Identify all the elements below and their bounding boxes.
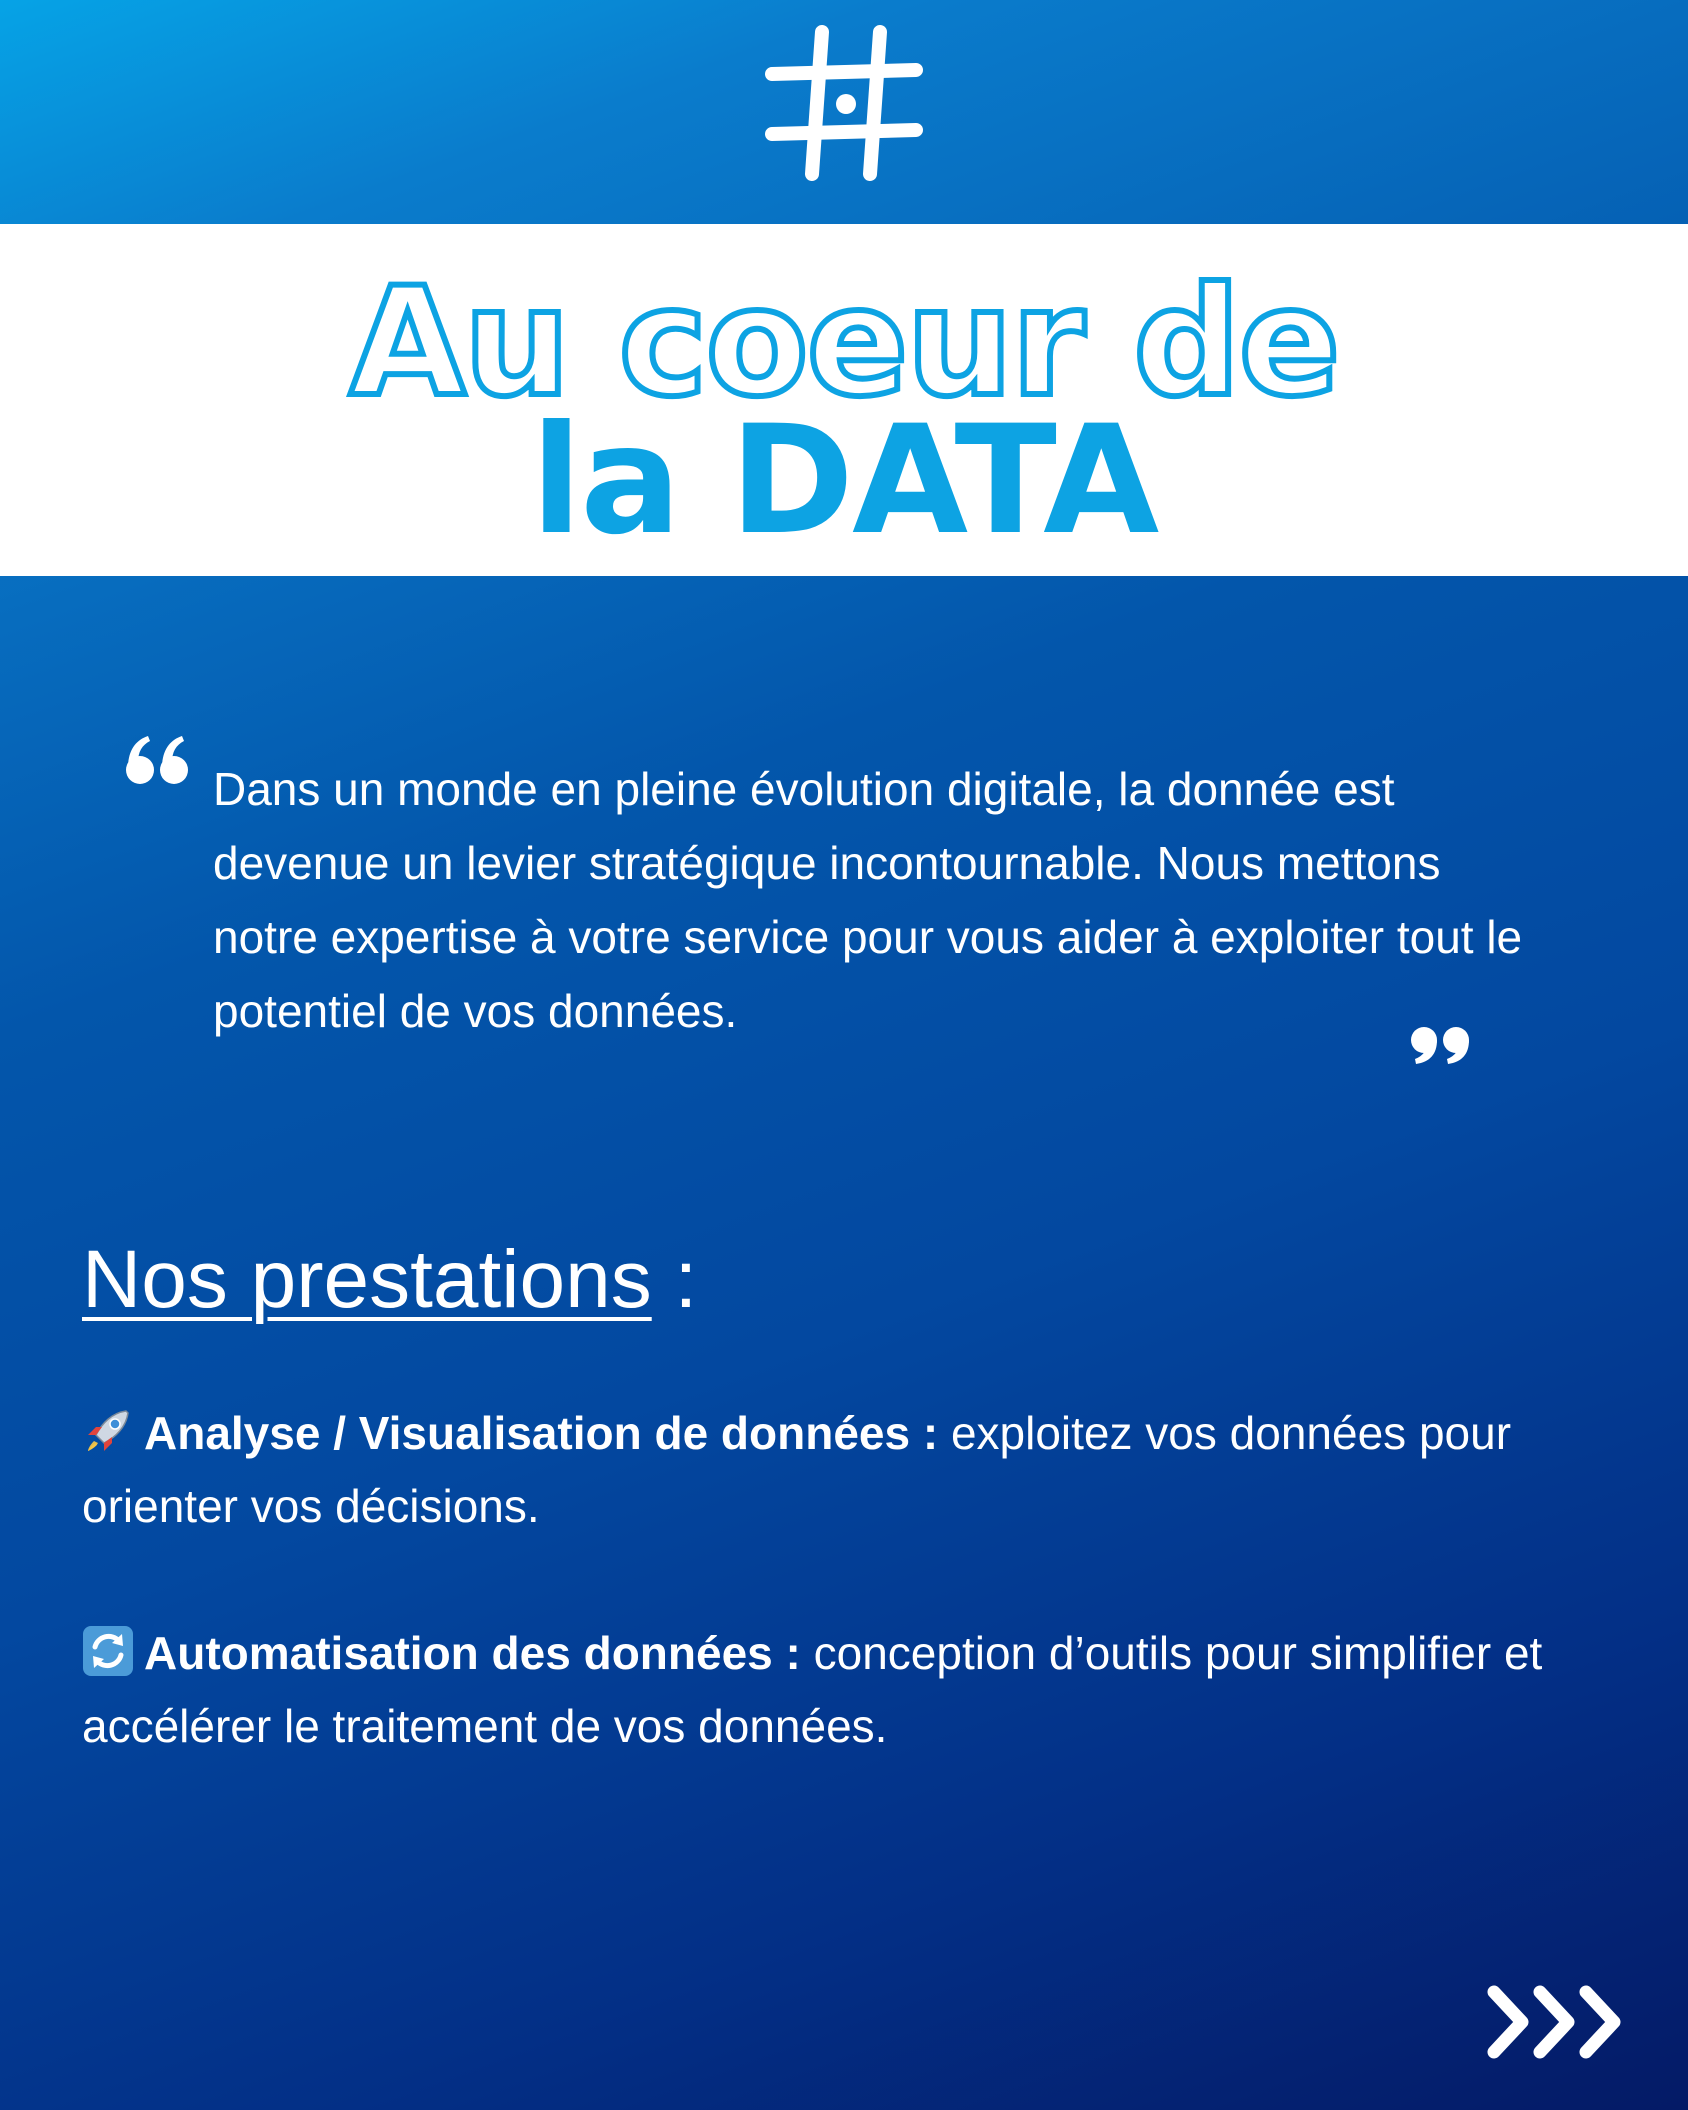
section-heading-colon: : [651, 1234, 698, 1325]
title-banner [0, 224, 1688, 576]
quote-text: Dans un monde en pleine évolution digitale, la donnée est devenue un levier stratégique incontournable. Nous mettons notre expertise à votre service pour vous aider à exploiter tout le potentiel de vos données. [213, 763, 1523, 1037]
service-analysis-description: exploitez vos données pour orienter vos décisions. [82, 1407, 1512, 1532]
refresh-icon [82, 1625, 134, 1677]
next-chevrons-icon[interactable] [1484, 1982, 1634, 2062]
title-line-2: la DATA [530, 394, 1158, 568]
service-automation-description: conception d’outils pour simplifier et accélérer le traitement de vos données. [82, 1627, 1543, 1752]
hashtag-logo-icon [764, 24, 924, 184]
service-item-automation [82, 1617, 1622, 1763]
rocket-icon [82, 1405, 134, 1457]
service-item-analysis [82, 1397, 1622, 1543]
section-heading-text: Nos prestations [82, 1234, 652, 1325]
service-automation-label: Automatisation des données : [144, 1627, 801, 1679]
title-line-1: Au coeur de [349, 256, 1339, 430]
section-heading [82, 1230, 697, 1330]
open-quote-icon [122, 732, 194, 788]
service-analysis-label: Analyse / Visualisation de données : [144, 1407, 939, 1459]
close-quote-icon [1404, 1010, 1476, 1066]
